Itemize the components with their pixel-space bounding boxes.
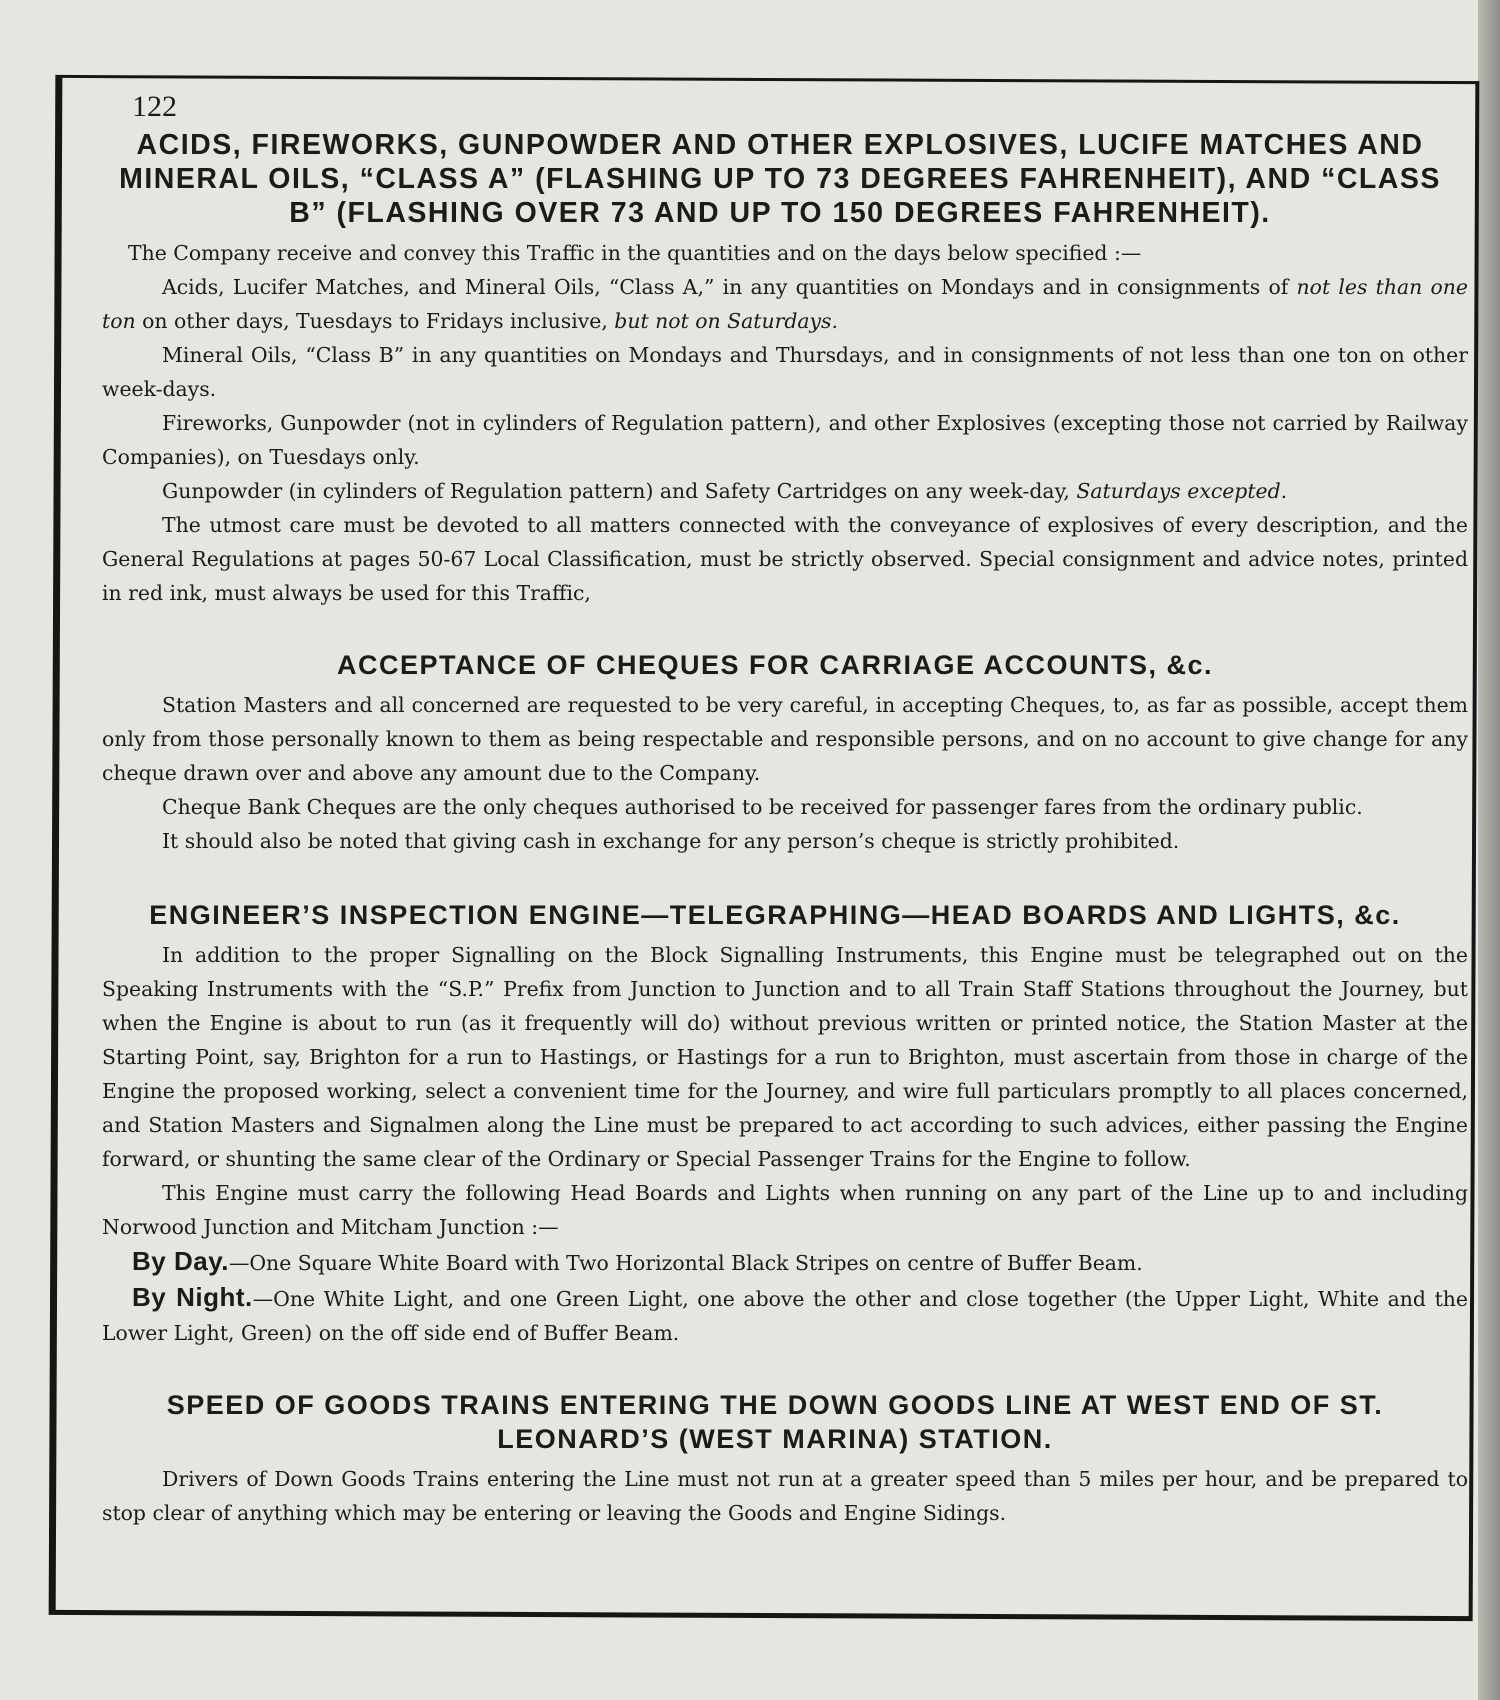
italic-text: but not on Saturdays. (614, 309, 839, 333)
section-explosives (80, 236, 1470, 610)
paragraph: This Engine must carry the following Head Boards and Lights when running on any part of the Line up to and including Norwood Junction and Mitcham Junction :— (102, 1181, 1468, 1239)
paragraph: Fireworks, Gunpowder (not in cylinders of Regulation pattern), and other Explosives (excepting those not carried by Railway Companies), on Tuesdays only. (102, 411, 1468, 469)
section-title-cheques: ACCEPTANCE OF CHEQUES FOR CARRIAGE ACCOUNTS, &c. (336, 650, 1214, 680)
text-run: Acids, Lucifer Matches, and Mineral Oils, “Class A,” in any quantities on Mondays and in consignments of (162, 275, 1297, 299)
text-run: —One White Light, and one Green Light, one above the other and close together (the Upper Light, White and the Lower Light, Green) on the off side end of Buffer Beam. (102, 1287, 1469, 1345)
paragraph (80, 474, 1470, 508)
page-number: 122 (132, 90, 177, 123)
paragraph: Mineral Oils, “Class B” in any quantities on Mondays and Thursdays, and in consignments of not less than one ton on other week-days. (102, 343, 1468, 401)
paragraph-by-day (80, 1244, 1470, 1280)
paragraph: Station Masters and all concerned are requested to be very careful, in accepting Cheques, to, as far as possible, accept them only from those personally known to them as being respectable and responsible persons, and on no account to give change for any cheque drawn over and above any amount due to the Company. (102, 693, 1468, 785)
text-run: —One Square White Board with Two Horizontal Black Stripes on centre of Buffer Beam. (228, 1251, 1143, 1275)
paragraph: Drivers of Down Goods Trains entering the Line must not run at a greater speed than 5 miles per hour, and be prepared to stop clear of anything which may be entering or leaving the Goods and Engine Sidings. (102, 1467, 1468, 1525)
paragraph: Cheque Bank Cheques are the only cheques authorised to be received for passenger fares from the ordinary public. (162, 795, 1363, 819)
section-cheques (80, 688, 1470, 858)
section-title-speed: SPEED OF GOODS TRAINS ENTERING THE DOWN GOODS LINE AT WEST END OF ST. LEONARD’S (WEST MARINA) STATION. (166, 1390, 1384, 1454)
by-night-label: By Night. (132, 1282, 253, 1312)
section-speed (80, 1462, 1470, 1530)
italic-text: not les than one ton (102, 275, 1468, 333)
text-run: Gunpowder (in cylinders of Regulation pattern) and Safety Cartridges on any week-day, (162, 479, 1077, 503)
paragraph: The utmost care must be devoted to all matters connected with the conveyance of explosives of every description, and the General Regulations at pages 50-67 Local Classification, must be strictly observed. Special consignment and advice notes, printed in red ink, must always be used for this Traffic, (102, 513, 1468, 605)
section-engine (80, 938, 1470, 1350)
paragraph: The Company receive and convey this Traffic in the quantities and on the days below specified :— (128, 241, 1142, 265)
document-content (80, 90, 1470, 1530)
by-day-label: By Day. (132, 1246, 229, 1276)
paragraph: It should also be noted that giving cash in exchange for any person’s cheque is strictly prohibited. (162, 829, 1180, 853)
text-run: on other days, Tuesdays to Fridays inclusive, (135, 309, 615, 333)
paragraph (80, 270, 1470, 338)
paragraph-by-night (80, 1280, 1470, 1350)
paragraph: In addition to the proper Signalling on the Block Signalling Instruments, this Engine must be telegraphed out on the Speaking Instruments with the “S.P.” Prefix from Junction to Junction and to all Train Staff Stations throughout the Journey, but when the Engine is about to run (as it frequently will do) without previous written or printed notice, the Station Master at the Starting Point, say, Brighton for a run to Hastings, or Hastings for a run to Brighton, must ascertain from those in charge of the Engine the proposed working, select a convenient time for the Journey, and wire full particulars promptly to all places concerned, and Station Masters and Signalmen along the Line must be prepared to act according to such advices, either passing the Engine forward, or shunting the same clear of the Ordinary or Special Passenger Trains for the Engine to follow. (102, 943, 1468, 1171)
italic-text: Saturdays excepted. (1076, 479, 1288, 503)
page-edge (1478, 0, 1500, 1700)
section-title-engine: ENGINEER’S INSPECTION ENGINE—TELEGRAPHING—HEAD BOARDS AND LIGHTS, &c. (149, 900, 1401, 930)
section-title-explosives: ACIDS, FIREWORKS, GUNPOWDER AND OTHER EXPLOSIVES, LUCIFE MATCHES AND MINERAL OILS, “CLASS A” (FLASHING UP TO 73 DEGREES FAHRENHEIT), AND “CLASS B” (FLASHING OVER 73 AND UP TO 150 DEGREES FAHRENHEIT). (119, 129, 1441, 229)
